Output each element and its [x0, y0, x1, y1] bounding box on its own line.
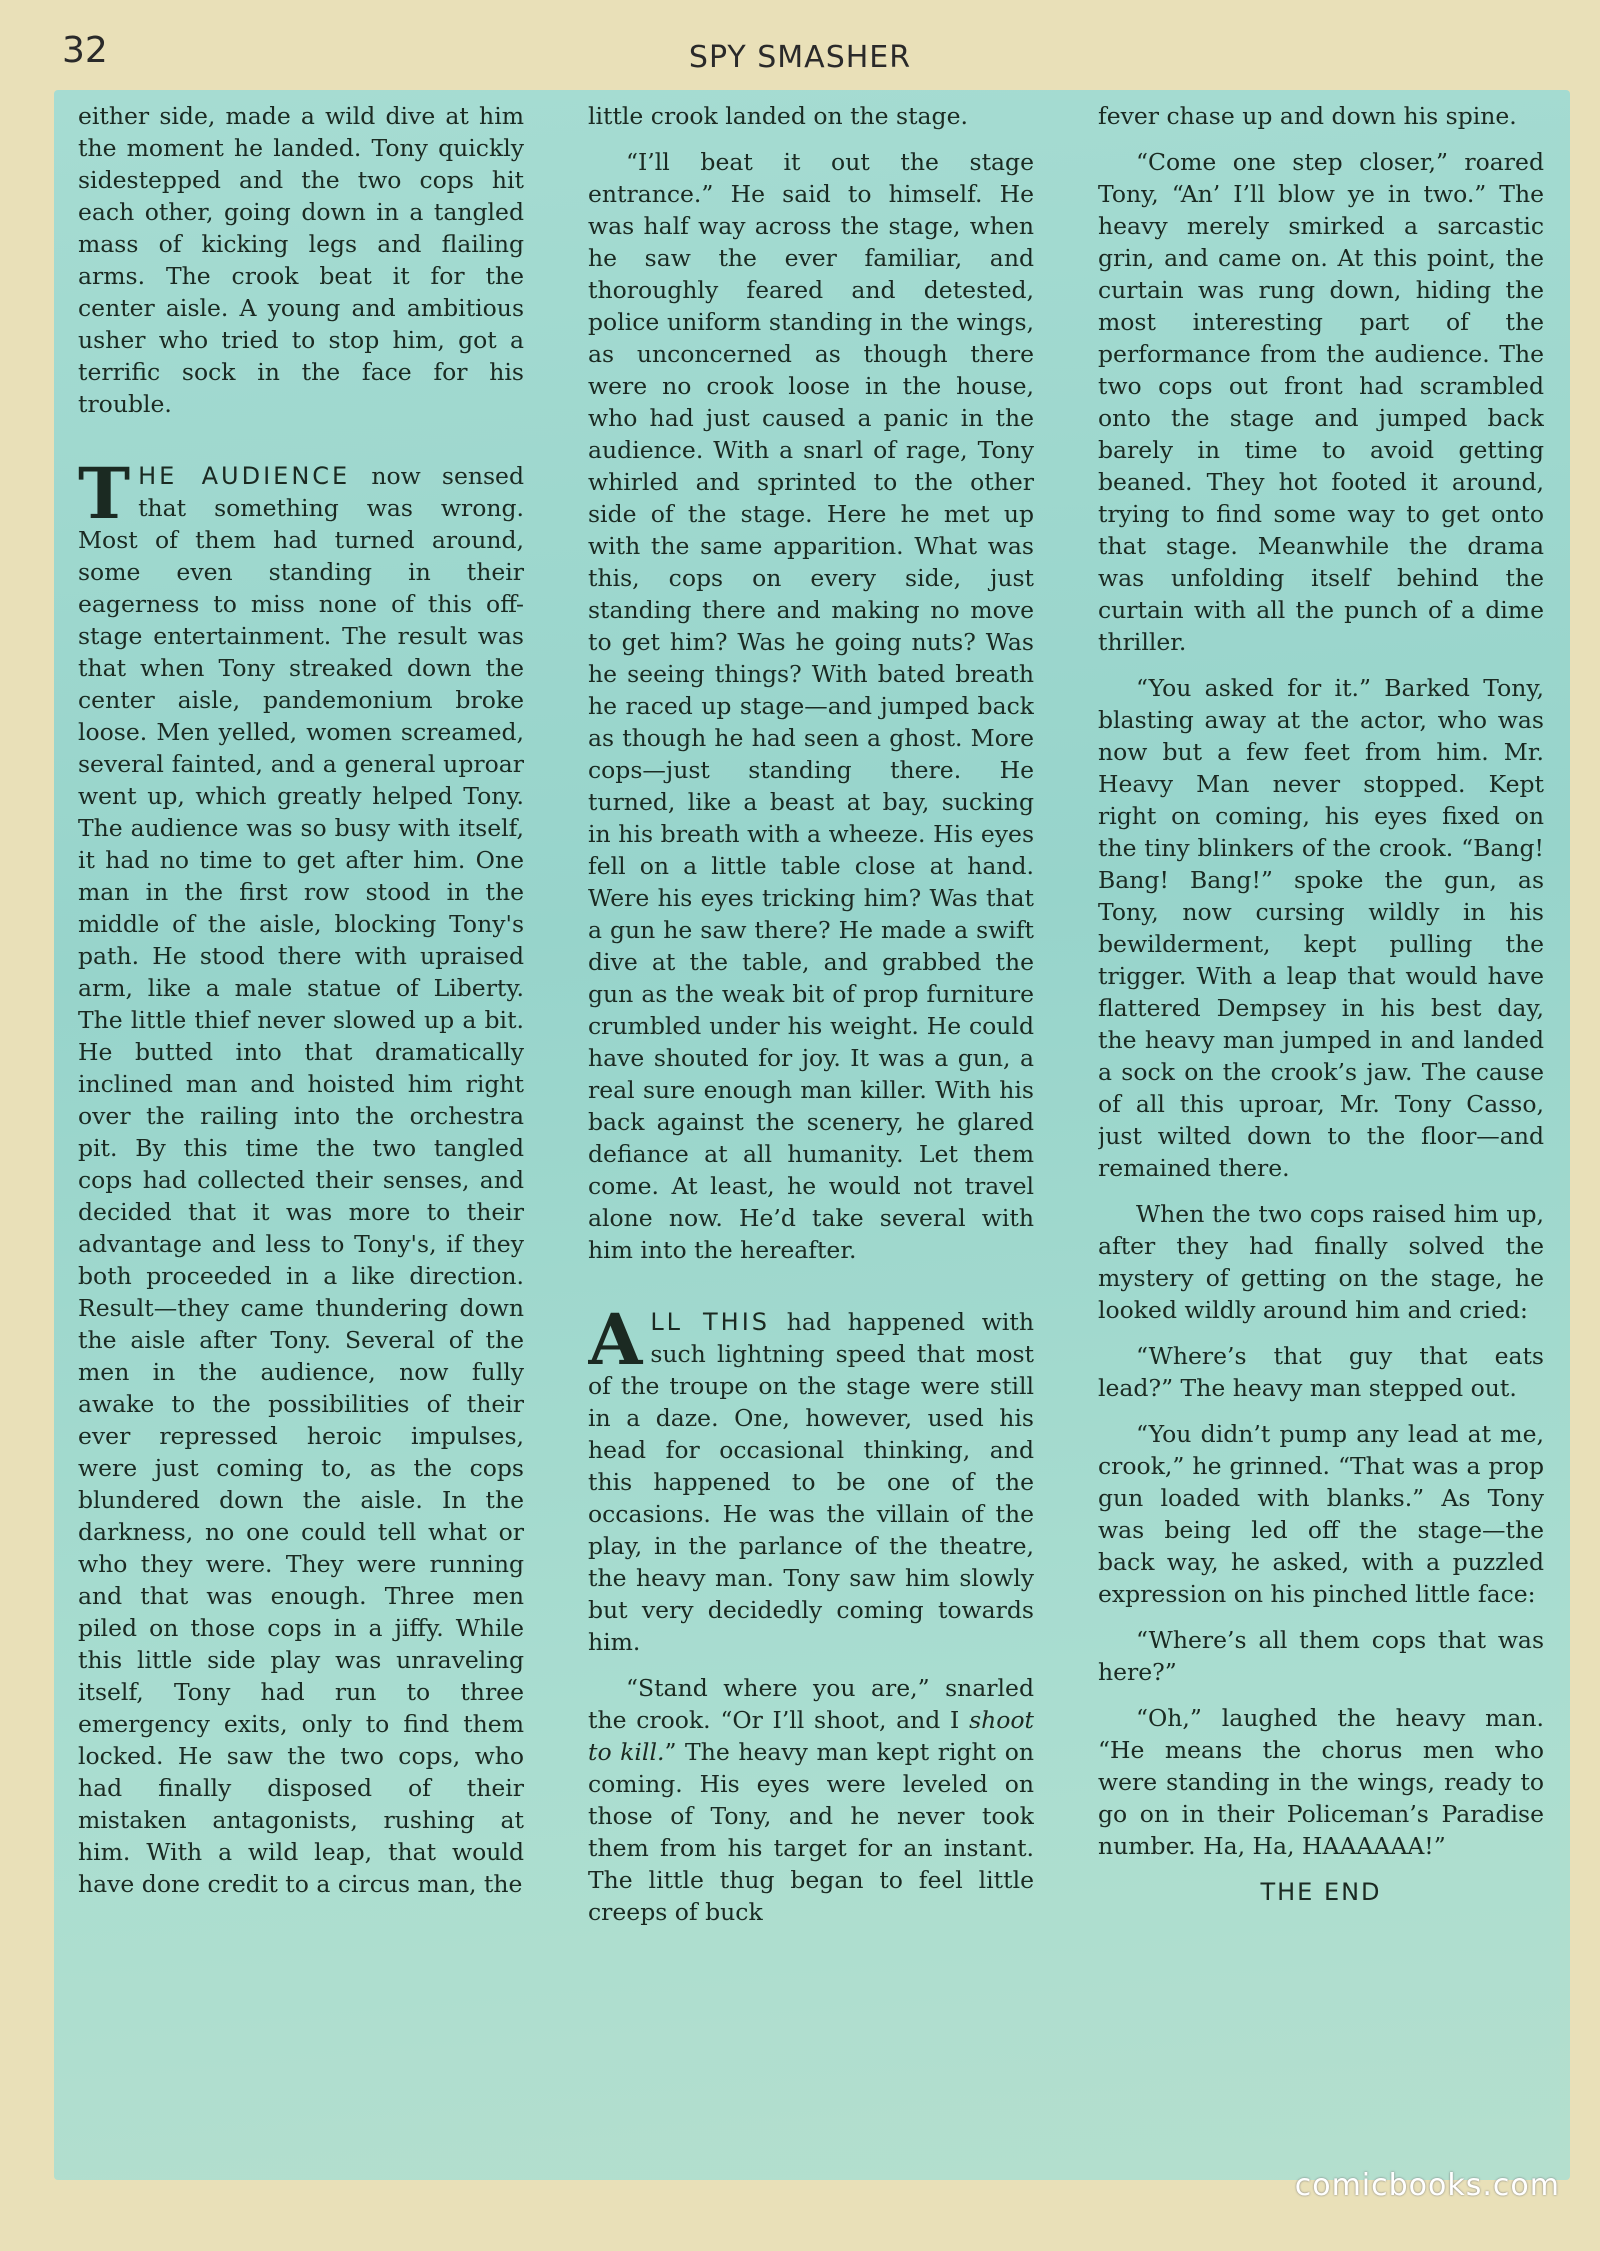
column-2 [588, 100, 1034, 2160]
watermark: comicbooks.com [1294, 2168, 1560, 2203]
paragraph-text: had happened with such lightning speed that most of the troupe on the stage were still in a daze. One, however, used his head for occasional thinking, and this happened to be one of the occasions. He was the villain of the play, in the parlance of the theatre, the heavy man. Tony saw him slowly but very decidedly coming towards him. [588, 1308, 1034, 1656]
column-3 [1098, 100, 1544, 2160]
the-end-label: THE END [1260, 1878, 1382, 1906]
paragraph: “Where’s that guy that eats lead?” The heavy man stepped out. [1098, 1342, 1544, 1402]
paragraph [588, 1672, 1034, 1928]
section-break [588, 1280, 1034, 1306]
lead-in-caps: LL THIS [650, 1308, 771, 1336]
paragraph: “Oh,” laughed the heavy man. “He means the chorus men who were standing in the wings, ready to go on in their Policeman’s Paradise number. Ha, Ha, HAAAAAA!” [1098, 1704, 1544, 1860]
column-1 [78, 100, 524, 2160]
paragraph-dropcap [588, 1298, 1034, 1658]
lead-in-caps: HE AUDIENCE [138, 462, 351, 490]
paragraph-text: now sensed that something was wrong. Most of them had turned around, some even standing in their eagerness to miss none of this off-stage entertainment. The result was that when Tony streaked down the center aisle, pandemonium broke loose. Men yelled, women screamed, several fainted, and a general uproar went up, which greatly helped Tony. The audience was so busy with itself, it had no time to get after him. One man in the first row stood in the middle of the aisle, blocking Tony's path. He stood there with upraised arm, like a male statue of Liberty. The little thief never slowed up a bit. He butted into that dramatically inclined man and hoisted him right over the railing into the orchestra pit. By this time the two tangled cops had collected their senses, and decided that it was more to their advantage and less to Tony's, if they both proceeded in a like direction. Result—they came thundering down the aisle after Tony. Several of the men in the audience, now fully awake to the possibilities of their ever repressed heroic impulses, were just coming to, as the cops blundered down the aisle. In the darkness, no one could tell what or who they were. They were running and that was enough. Three men piled on those cops in a jiffy. While this little side play was unraveling itself, Tony had run to three emergency exits, only to find them locked. He saw the two cops, who had finally disposed of their mistaken antagonists, rushing at him. With a wild leap, that would have done credit to a circus man, the [78, 462, 524, 1898]
paragraph-dropcap [78, 452, 524, 1900]
paragraph: “You didn’t pump any lead at me, crook,” he grinned. “That was a prop gun loaded with blanks.” As Tony was being led off the stage—the back way, he asked, with a puzzled expression on his pinched little face: [1098, 1420, 1544, 1608]
paragraph: “You asked for it.” Barked Tony, blasting away at the actor, who was now but a few feet from him. Mr. Heavy Man never stopped. Kept right on coming, his eyes fixed on the tiny blinkers of the crook. “Bang! Bang! Bang!” spoke the gun, as Tony, now cursing wildly in his bewilderment, kept pulling the trigger. With a leap that would have flattered Dempsey in his best day, the heavy man jumped in and landed a sock on the crook’s jaw. The cause of all this uproar, Mr. Tony Casso, just wilted down to the floor—and remained there. [1098, 674, 1544, 1182]
page-number: 32 [62, 30, 108, 71]
paragraph: little crook landed on the stage. [588, 102, 968, 130]
paragraph: When the two cops raised him up, after they had finally solved the mystery of getting on the stage, he looked wildly around him and cried: [1098, 1200, 1544, 1324]
paragraph: either side, made a wild dive at him the moment he landed. Tony quickly sidestepped and the two cops hit each other, going down in a tangled mass of kicking legs and flailing arms. The crook beat it for the center aisle. A young and ambitious usher who tried to stop him, got a terrific sock in the face for his trouble. [78, 102, 524, 418]
drop-cap: A [588, 1298, 643, 1381]
paragraph: “Come one step closer,” roared Tony, “An’ I’ll blow ye in two.” The heavy merely smirked a sarcastic grin, and came on. At this point, the curtain was rung down, hiding the most interesting part of the performance from the audience. The two cops out front had scrambled onto the stage and jumped back barely in time to avoid getting beaned. They hot footed it around, trying to find some way to get onto that stage. Meanwhile the drama was unfolding itself behind the curtain with all the punch of a dime thriller. [1098, 148, 1544, 656]
paragraph-text: ” The heavy man kept right on coming. His eyes were leveled on those of Tony, and he never took them from his target for an instant. The little thug began to feel little creeps of buck [588, 1738, 1034, 1926]
running-head: SPY SMASHER [688, 40, 912, 75]
paragraph-text: “Stand where you are,” snarled the crook. “Or I’ll shoot, and I [588, 1674, 1034, 1734]
paragraph: “Where’s all them cops that was here?” [1098, 1626, 1544, 1686]
emphasis-text: shoot to kill. [588, 1706, 1034, 1766]
paragraph: “I’ll beat it out the stage entrance.” He said to himself. He was half way across the stage, when he saw the ever familiar, and thoroughly feared and detested, police uniform standing in the wings, as unconcerned as though there were no crook loose in the house, who had just caused a panic in the audience. With a snarl of rage, Tony whirled and sprinted to the other side of the stage. Here he met up with the same apparition. What was this, cops on every side, just standing there and making no move to get him? Was he going nuts? Was he seeing things? With bated breath he raced up stage—and jumped back as though he had seen a ghost. More cops—just standing there. He turned, like a beast at bay, sucking in his breath with a wheeze. His eyes fell on a little table close at hand. Were his eyes tricking him? Was that a gun he saw there? He made a swift dive at the table, and grabbed the gun as the weak bit of prop furniture crumbled under his weight. He could have shouted for joy. It was a gun, a real sure enough man killer. With his back against the scenery, he glared defiance at all humanity. Let them come. At least, he would not travel alone now. He’d take several with him into the hereafter. [588, 148, 1034, 1264]
section-break [78, 434, 524, 460]
paragraph: fever chase up and down his spine. [1098, 102, 1517, 130]
drop-cap: T [78, 452, 131, 535]
